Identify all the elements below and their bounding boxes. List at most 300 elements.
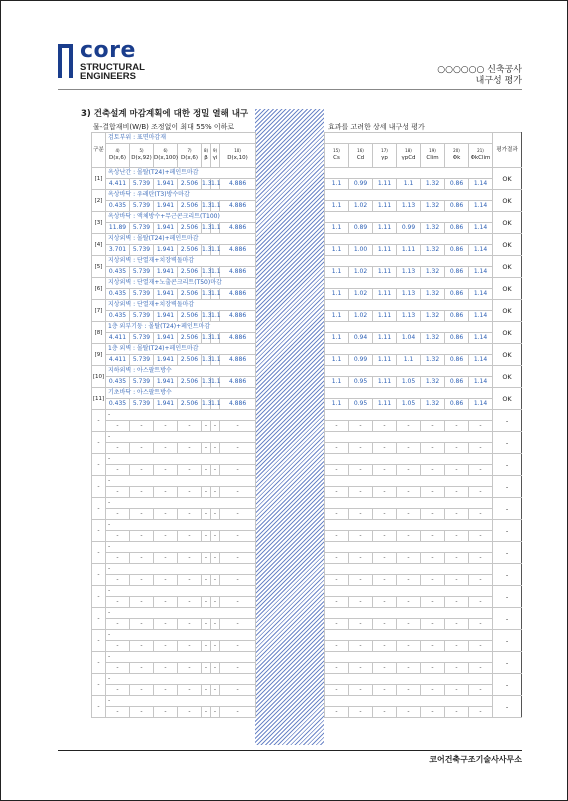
result-cell: OK <box>493 322 522 344</box>
value-cell: 1.1 <box>325 399 349 410</box>
row-location: - <box>106 564 256 575</box>
empty-row <box>92 597 256 608</box>
value-cell: 1.1 <box>325 201 349 212</box>
value-cell: - <box>349 707 373 718</box>
value-cell: - <box>220 685 256 696</box>
value-cell: 1.14 <box>469 377 493 388</box>
value-cell: 4.886 <box>220 333 256 344</box>
table-row <box>325 322 522 333</box>
value-cell: - <box>106 465 130 476</box>
value-cell: 1.3 <box>202 245 211 256</box>
row-number: - <box>92 630 106 652</box>
row-location: 1층 외벽 : 몰탈(T24)+페인트마감 <box>106 344 256 355</box>
empty-row <box>325 597 522 608</box>
value-cell: 1.941 <box>154 377 178 388</box>
value-cell: 0.86 <box>445 267 469 278</box>
value-cell: - <box>469 465 493 476</box>
empty-row <box>325 696 522 707</box>
result-cell: OK <box>493 278 522 300</box>
value-cell: 1.32 <box>421 179 445 190</box>
value-cell: 5.739 <box>130 223 154 234</box>
empty-row <box>92 575 256 586</box>
value-cell: 1.05 <box>397 399 421 410</box>
row-location: 기초바닥 : 아스팔트방수 <box>106 388 256 399</box>
row-number: [7] <box>92 300 106 322</box>
column-header <box>349 144 373 168</box>
value-cell: - <box>211 641 220 652</box>
value-cell: 2.506 <box>178 245 202 256</box>
value-cell: 5.739 <box>130 333 154 344</box>
value-cell: 5.739 <box>130 201 154 212</box>
column-header <box>178 144 202 168</box>
row-location: - <box>106 652 256 663</box>
table-row <box>325 399 522 410</box>
column-symbol: D(x,92) <box>131 155 152 161</box>
value-cell: - <box>445 663 469 674</box>
value-cell: - <box>349 597 373 608</box>
value-cell: - <box>469 575 493 586</box>
value-cell: - <box>349 553 373 564</box>
value-cell: 1.02 <box>349 289 373 300</box>
footer-divider <box>58 750 522 751</box>
result-cell: OK <box>493 190 522 212</box>
empty-row <box>325 575 522 586</box>
table-row <box>325 333 522 344</box>
value-cell: - <box>445 597 469 608</box>
value-cell: 5.739 <box>130 245 154 256</box>
value-cell: 1.11 <box>373 201 397 212</box>
result-cell: OK <box>493 212 522 234</box>
value-cell: - <box>130 465 154 476</box>
empty-row <box>325 586 522 597</box>
value-cell: - <box>445 531 469 542</box>
value-cell: 1.32 <box>421 355 445 366</box>
value-cell: - <box>325 707 349 718</box>
column-symbol: D(x,100) <box>154 155 179 161</box>
result-cell: - <box>493 652 522 674</box>
row-location: - <box>106 476 256 487</box>
row-number: [1] <box>92 168 106 190</box>
column-header <box>130 144 154 168</box>
result-cell: OK <box>493 344 522 366</box>
value-cell: - <box>421 443 445 454</box>
empty-row <box>92 707 256 718</box>
result-cell: - <box>493 498 522 520</box>
value-cell: - <box>202 707 211 718</box>
value-cell: - <box>154 575 178 586</box>
value-cell: 0.86 <box>445 223 469 234</box>
value-cell: - <box>202 553 211 564</box>
row-number: [10] <box>92 366 106 388</box>
result-cell: - <box>493 630 522 652</box>
value-cell: - <box>202 641 211 652</box>
value-cell: 1.941 <box>154 223 178 234</box>
value-cell: - <box>469 553 493 564</box>
column-symbol: D(x,10) <box>227 155 248 161</box>
column-header <box>469 144 493 168</box>
table-row <box>325 366 522 377</box>
empty-row <box>92 652 256 663</box>
value-cell: - <box>325 575 349 586</box>
blank-cell <box>325 344 493 355</box>
value-cell: 4.886 <box>220 179 256 190</box>
blank-cell <box>325 212 493 223</box>
value-cell: 1.11 <box>373 289 397 300</box>
column-symbol: γi <box>212 155 218 161</box>
value-cell: - <box>445 685 469 696</box>
empty-row <box>325 410 522 421</box>
value-cell: - <box>220 487 256 498</box>
gubun-header: 구분 <box>92 133 106 168</box>
value-cell: 4.886 <box>220 355 256 366</box>
value-cell: 3.701 <box>106 245 130 256</box>
value-cell: 0.435 <box>106 201 130 212</box>
value-cell: - <box>397 685 421 696</box>
value-cell: 0.86 <box>445 333 469 344</box>
result-cell: OK <box>493 366 522 388</box>
value-cell: 1.3 <box>202 377 211 388</box>
blank-cell <box>325 564 493 575</box>
table-row <box>325 234 522 245</box>
row-number: [4] <box>92 234 106 256</box>
value-cell: - <box>469 619 493 630</box>
value-cell: 1.1 <box>325 311 349 322</box>
row-location: - <box>106 410 256 421</box>
value-cell: 1.1 <box>211 267 220 278</box>
column-symbol: D(x,6) <box>180 155 199 161</box>
blank-cell <box>325 190 493 201</box>
column-symbol: γpCd <box>401 155 416 161</box>
result-cell: - <box>493 520 522 542</box>
value-cell: - <box>349 641 373 652</box>
empty-row <box>92 674 256 685</box>
empty-row <box>325 498 522 509</box>
header-divider <box>58 89 522 90</box>
value-cell: 0.86 <box>445 377 469 388</box>
empty-row <box>325 421 522 432</box>
value-cell: 1.32 <box>421 223 445 234</box>
value-cell: 1.05 <box>397 377 421 388</box>
value-cell: 1.02 <box>349 311 373 322</box>
row-number: - <box>92 498 106 520</box>
row-location: 지상외벽 : 몰탈(T24)+페인트마감 <box>106 234 256 245</box>
value-cell: 1.11 <box>373 377 397 388</box>
value-cell: - <box>220 443 256 454</box>
value-cell: 1.1 <box>211 245 220 256</box>
row-location: 지하외벽 : 아스팔트방수 <box>106 366 256 377</box>
row-number: [3] <box>92 212 106 234</box>
value-cell: - <box>202 685 211 696</box>
value-cell: 1.14 <box>469 245 493 256</box>
value-cell: - <box>202 575 211 586</box>
empty-row <box>325 476 522 487</box>
value-cell: - <box>106 443 130 454</box>
value-cell: 0.99 <box>349 179 373 190</box>
table-row <box>325 355 522 366</box>
value-cell: - <box>373 531 397 542</box>
empty-row <box>92 498 256 509</box>
value-cell: - <box>373 641 397 652</box>
empty-row <box>325 553 522 564</box>
value-cell: 1.941 <box>154 201 178 212</box>
value-cell: 1.13 <box>397 289 421 300</box>
value-cell: - <box>397 707 421 718</box>
blank-cell <box>325 256 493 267</box>
value-cell: - <box>202 487 211 498</box>
value-cell: 2.506 <box>178 267 202 278</box>
value-cell: - <box>349 421 373 432</box>
value-cell: - <box>178 707 202 718</box>
value-cell: - <box>445 509 469 520</box>
value-cell: - <box>373 509 397 520</box>
value-cell: - <box>178 619 202 630</box>
value-cell: 1.32 <box>421 377 445 388</box>
value-cell: - <box>325 619 349 630</box>
blank-cell <box>325 388 493 399</box>
value-cell: - <box>373 685 397 696</box>
value-cell: - <box>202 597 211 608</box>
table-row <box>325 212 522 223</box>
row-location: - <box>106 674 256 685</box>
value-cell: - <box>469 597 493 608</box>
column-index: 6) <box>163 148 168 153</box>
value-cell: - <box>130 707 154 718</box>
result-cell: OK <box>493 256 522 278</box>
row-number: - <box>92 608 106 630</box>
value-cell: - <box>325 421 349 432</box>
value-cell: 2.506 <box>178 311 202 322</box>
value-cell: 1.32 <box>421 289 445 300</box>
blank-cell <box>325 476 493 487</box>
column-index: 10) <box>234 148 241 153</box>
project-title: ○○○○○○ 신축공사 <box>437 65 522 75</box>
value-cell: 1.11 <box>373 267 397 278</box>
value-cell: - <box>106 575 130 586</box>
column-index: 16) <box>357 148 364 153</box>
empty-row <box>92 619 256 630</box>
value-cell: - <box>421 531 445 542</box>
header-row <box>92 144 256 168</box>
value-cell: 0.86 <box>445 201 469 212</box>
empty-row <box>325 454 522 465</box>
value-cell: 1.32 <box>421 201 445 212</box>
value-cell: - <box>130 685 154 696</box>
blank-cell <box>325 300 493 311</box>
empty-row <box>92 630 256 641</box>
value-cell: - <box>469 421 493 432</box>
column-index: 18) <box>405 148 412 153</box>
value-cell: 1.11 <box>373 245 397 256</box>
value-cell: - <box>178 663 202 674</box>
header-row <box>92 133 256 144</box>
value-cell: - <box>211 685 220 696</box>
empty-row <box>92 696 256 707</box>
value-cell: 1.941 <box>154 355 178 366</box>
row-number: [11] <box>92 388 106 410</box>
empty-row <box>325 509 522 520</box>
value-cell: 1.1 <box>211 399 220 410</box>
table-row <box>325 168 522 179</box>
header-row <box>325 144 522 168</box>
table-row <box>92 322 256 333</box>
column-index: 9) <box>212 148 218 153</box>
value-cell: - <box>397 465 421 476</box>
table-row <box>325 300 522 311</box>
value-cell: 1.14 <box>469 355 493 366</box>
table-row <box>92 300 256 311</box>
value-cell: 1.13 <box>397 201 421 212</box>
blank-cell <box>325 278 493 289</box>
empty-row <box>92 685 256 696</box>
value-cell: 1.04 <box>397 333 421 344</box>
column-symbol: D(x,6) <box>108 155 127 161</box>
value-cell: - <box>154 597 178 608</box>
value-cell: - <box>178 553 202 564</box>
value-cell: - <box>421 619 445 630</box>
value-cell: - <box>154 465 178 476</box>
value-cell: 1.3 <box>202 201 211 212</box>
value-cell: 1.941 <box>154 245 178 256</box>
blank-cell <box>325 410 493 421</box>
blank-cell <box>325 520 493 531</box>
value-cell: 0.94 <box>349 333 373 344</box>
value-cell: 0.86 <box>445 179 469 190</box>
value-cell: 1.11 <box>373 311 397 322</box>
value-cell: 1.941 <box>154 267 178 278</box>
value-cell: 1.1 <box>325 289 349 300</box>
value-cell: 1.11 <box>373 355 397 366</box>
result-cell: - <box>493 564 522 586</box>
table-row <box>325 256 522 267</box>
empty-row <box>92 487 256 498</box>
result-cell: - <box>493 476 522 498</box>
value-cell: - <box>211 531 220 542</box>
value-cell: - <box>325 597 349 608</box>
value-cell: - <box>397 509 421 520</box>
value-cell: - <box>130 509 154 520</box>
row-number: - <box>92 652 106 674</box>
empty-row <box>92 520 256 531</box>
table-row <box>92 234 256 245</box>
value-cell: - <box>178 597 202 608</box>
value-cell: 1.941 <box>154 179 178 190</box>
value-cell: 2.506 <box>178 377 202 388</box>
column-header <box>211 144 220 168</box>
row-number: - <box>92 432 106 454</box>
column-symbol: Cs <box>333 155 340 161</box>
value-cell: 0.435 <box>106 311 130 322</box>
empty-row <box>92 531 256 542</box>
value-cell: - <box>106 707 130 718</box>
value-cell: - <box>349 575 373 586</box>
value-cell: 1.1 <box>211 201 220 212</box>
value-cell: - <box>154 663 178 674</box>
logo-line-structural: STRUCTURAL <box>80 62 145 73</box>
logo-word: core <box>80 38 136 63</box>
value-cell: - <box>397 619 421 630</box>
result-cell: - <box>493 432 522 454</box>
value-cell: - <box>421 487 445 498</box>
value-cell: - <box>130 487 154 498</box>
value-cell: - <box>220 597 256 608</box>
empty-row <box>325 465 522 476</box>
table-row <box>92 267 256 278</box>
value-cell: 2.506 <box>178 289 202 300</box>
value-cell: 4.886 <box>220 399 256 410</box>
result-cell: OK <box>493 388 522 410</box>
value-cell: 4.886 <box>220 311 256 322</box>
value-cell: - <box>373 575 397 586</box>
row-number: - <box>92 410 106 432</box>
row-number: - <box>92 542 106 564</box>
value-cell: - <box>211 553 220 564</box>
value-cell: - <box>154 509 178 520</box>
value-cell: - <box>349 465 373 476</box>
value-cell: 5.739 <box>130 311 154 322</box>
value-cell: 1.1 <box>325 355 349 366</box>
value-cell: - <box>421 641 445 652</box>
table-row <box>92 201 256 212</box>
value-cell: - <box>220 707 256 718</box>
empty-row <box>92 465 256 476</box>
value-cell: 1.1 <box>211 311 220 322</box>
table-row <box>325 223 522 234</box>
value-cell: - <box>349 443 373 454</box>
value-cell: - <box>469 641 493 652</box>
group-label: 검토부위 : 표면마감재 <box>106 133 256 144</box>
row-location: 1층 외부기둥 : 몰탈(T24)+페인트마감 <box>106 322 256 333</box>
result-cell: - <box>493 696 522 718</box>
value-cell: - <box>106 553 130 564</box>
row-number: [5] <box>92 256 106 278</box>
column-index: 17) <box>381 148 388 153</box>
value-cell: - <box>397 531 421 542</box>
value-cell: 4.886 <box>220 201 256 212</box>
blank-cell <box>325 696 493 707</box>
value-cell: 2.506 <box>178 223 202 234</box>
empty-row <box>325 707 522 718</box>
table-row <box>92 289 256 300</box>
value-cell: 1.1 <box>325 267 349 278</box>
row-number: - <box>92 476 106 498</box>
row-location: - <box>106 696 256 707</box>
value-cell: - <box>445 641 469 652</box>
value-cell: - <box>154 487 178 498</box>
column-header <box>397 144 421 168</box>
empty-row <box>92 443 256 454</box>
row-number: - <box>92 696 106 718</box>
blank-cell <box>325 454 493 465</box>
result-cell: - <box>493 542 522 564</box>
value-cell: 4.411 <box>106 333 130 344</box>
column-header <box>154 144 178 168</box>
empty-row <box>92 586 256 597</box>
value-cell: - <box>421 553 445 564</box>
value-cell: - <box>154 685 178 696</box>
table-row <box>92 333 256 344</box>
row-location: - <box>106 608 256 619</box>
value-cell: - <box>211 509 220 520</box>
value-cell: 1.1 <box>211 333 220 344</box>
value-cell: - <box>130 553 154 564</box>
value-cell: 1.1 <box>325 179 349 190</box>
value-cell: 1.11 <box>373 333 397 344</box>
value-cell: - <box>325 509 349 520</box>
value-cell: 1.941 <box>154 289 178 300</box>
value-cell: 1.14 <box>469 267 493 278</box>
value-cell: 1.32 <box>421 267 445 278</box>
empty-row <box>92 421 256 432</box>
